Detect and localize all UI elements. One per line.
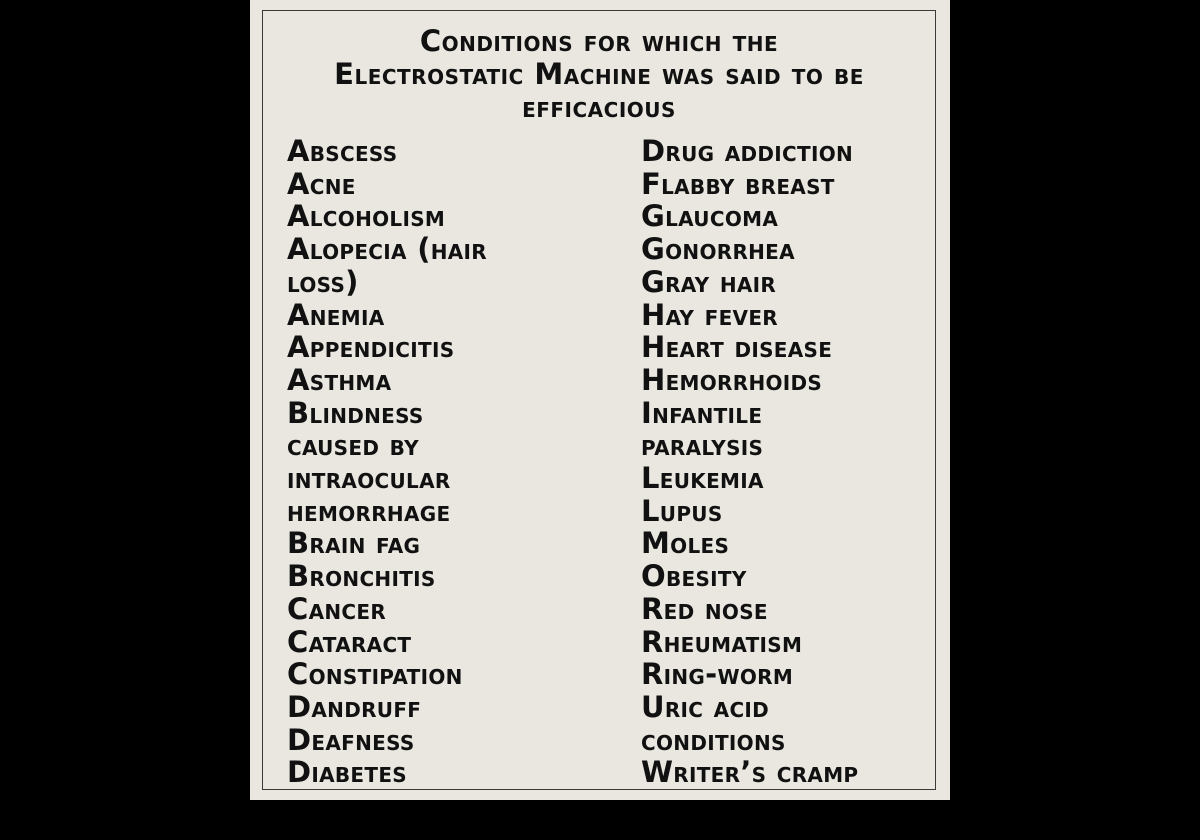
list-item: Gray hair xyxy=(641,264,777,299)
list-item: Brain fag xyxy=(287,526,421,561)
list-item: Lupus xyxy=(641,493,723,528)
border-frame xyxy=(262,10,936,790)
list-item: Moles xyxy=(641,526,730,561)
list-item: Uric acid xyxy=(641,689,770,724)
list-item: hemorrhage xyxy=(287,493,451,528)
list-item: Rheumatism xyxy=(641,624,803,659)
title-line-1: Conditions for which the xyxy=(419,24,779,58)
list-item: Red nose xyxy=(641,591,768,626)
list-item: caused by xyxy=(287,428,419,463)
list-item: Drug addiction xyxy=(641,134,854,168)
list-item: Bronchitis xyxy=(287,559,436,594)
list-item: Flabby breast xyxy=(641,166,835,201)
list-item: Diabetes xyxy=(287,755,408,790)
right-column-list xyxy=(641,135,858,789)
list-item: conditions xyxy=(641,722,786,757)
left-column-list xyxy=(287,135,487,789)
list-item: Hemorrhoids xyxy=(641,362,823,397)
list-item: Gonorrhea xyxy=(641,232,795,267)
list-item: Deafness xyxy=(287,722,415,757)
list-item: Cataract xyxy=(287,624,412,659)
list-item: Infantile xyxy=(641,395,763,430)
list-item: Dandruff xyxy=(287,689,422,724)
list-item: Alopecia (hair xyxy=(287,232,488,267)
list-item: Alcoholism xyxy=(287,199,446,234)
list-item: paralysis xyxy=(641,428,764,463)
list-item: Hay fever xyxy=(641,297,778,332)
title-line-2: Electrostatic Machine was said to be xyxy=(334,57,864,91)
list-item: Constipation xyxy=(287,657,463,692)
list-item: intraocular xyxy=(287,461,451,496)
list-item: Cancer xyxy=(287,591,387,626)
list-item: Leukemia xyxy=(641,461,764,496)
list-item: loss) xyxy=(287,264,359,299)
list-item: Abscess xyxy=(287,134,398,168)
list-item: Obesity xyxy=(641,559,747,594)
list-item: Glaucoma xyxy=(641,199,779,234)
list-item: Acne xyxy=(287,166,356,201)
list-item: Asthma xyxy=(287,362,392,397)
document-page xyxy=(250,0,950,800)
list-item: Ring-worm xyxy=(641,657,794,692)
page-title xyxy=(263,25,935,124)
list-item: Heart disease xyxy=(641,330,833,365)
list-item: Writer’s cramp xyxy=(641,755,859,790)
list-item: Anemia xyxy=(287,297,385,332)
title-line-3: efficacious xyxy=(522,90,676,124)
list-item: Blindness xyxy=(287,395,424,430)
list-item: Appendicitis xyxy=(287,330,455,365)
